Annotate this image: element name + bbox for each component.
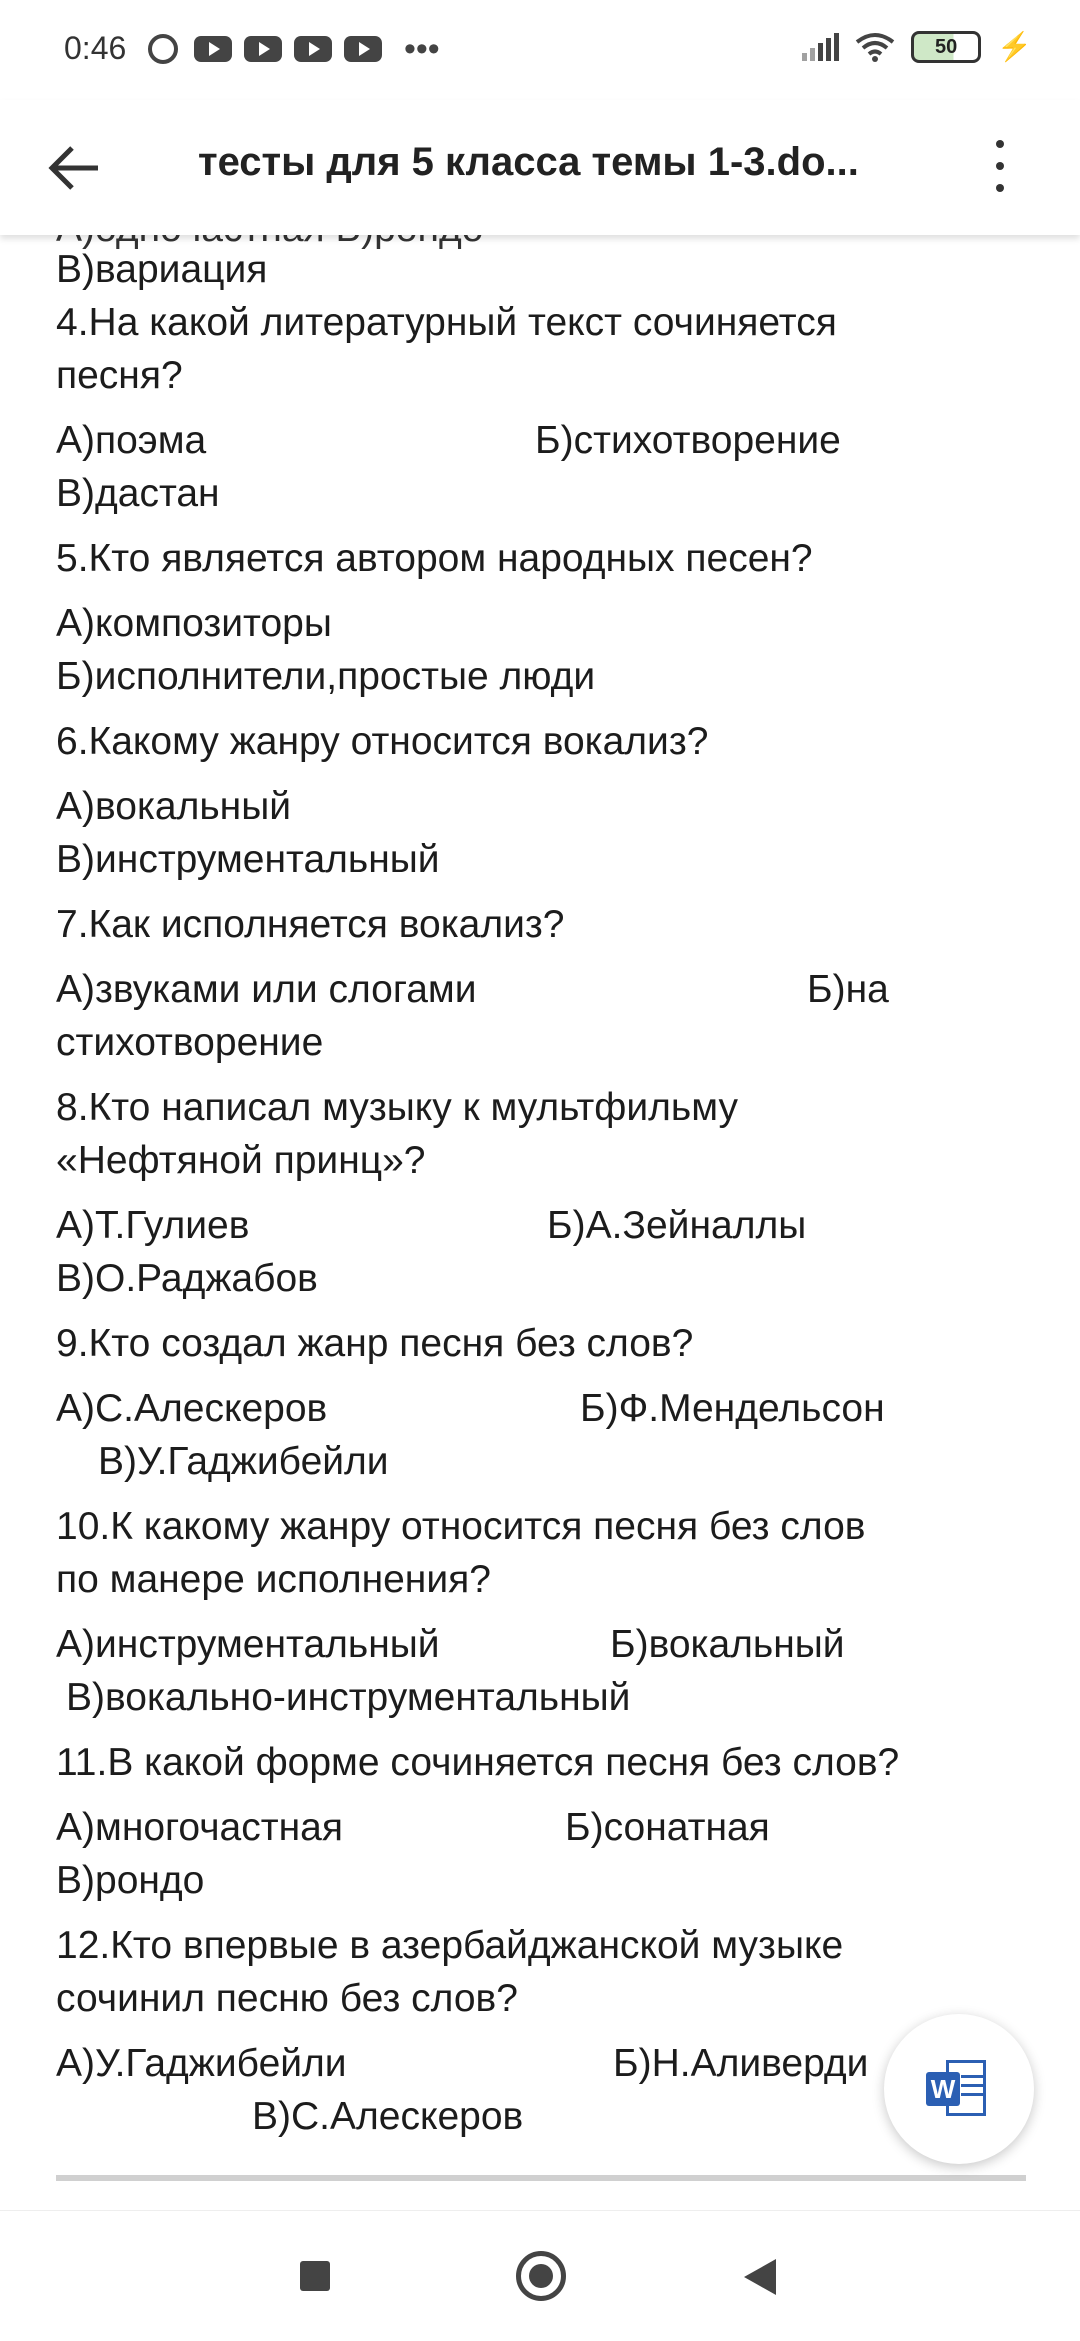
home-icon[interactable] [516, 2251, 566, 2301]
status-bar [0, 0, 1080, 100]
document-viewer[interactable] [0, 235, 1080, 2210]
back-arrow-icon[interactable] [44, 138, 104, 198]
youtube-icon [244, 36, 282, 62]
recent-apps-icon[interactable] [300, 2261, 330, 2291]
answer-option: В)рондо [56, 1859, 205, 1902]
answer-option: Б)вокальный [610, 1623, 845, 1666]
more-options-icon[interactable] [978, 134, 1022, 198]
answer-option: А)поэма [56, 419, 207, 462]
question-text: «Нефтяной принц»? [56, 1139, 426, 1182]
battery-icon: 50 [911, 31, 981, 63]
answer-option: Б)исполнители,простые люди [56, 655, 596, 698]
answer-option: А)звуками или слогами [56, 968, 477, 1011]
answer-option: В)вариация [56, 248, 268, 291]
system-icons [802, 30, 1032, 63]
app-bar [0, 100, 1080, 235]
question-text: 11.В какой форме сочиняется песня без слов? [56, 1741, 900, 1784]
more-notifications-icon: ••• [404, 30, 440, 68]
charging-icon: ⚡ [997, 31, 1032, 62]
answer-option: Б)Н.Аливерди [613, 2042, 869, 2085]
answer-option: Б)А.Зейналлы [547, 1204, 807, 1247]
youtube-icon [344, 36, 382, 62]
question-text: 5.Кто является автором народных песен? [56, 537, 813, 580]
question-text: 10.К какому жанру относится песня без слов [56, 1505, 866, 1548]
alarm-icon [148, 34, 178, 64]
answer-option: В)О.Раджабов [56, 1257, 318, 1300]
answer-option: А)многочастная [56, 1806, 343, 1849]
answer-option: Б)на [807, 968, 889, 1011]
wifi-icon [855, 32, 895, 62]
notification-icons [148, 30, 440, 68]
answer-option: Б)Ф.Мендельсон [580, 1387, 885, 1430]
question-text: 8.Кто написал музыку к мультфильму [56, 1086, 738, 1129]
status-time: 0:46 [64, 30, 127, 66]
answer-option: В)вокально-инструментальный [66, 1676, 631, 1719]
word-icon [926, 2060, 992, 2120]
question-text: сочинил песню без слов? [56, 1977, 518, 2020]
question-text: 7.Как исполняется вокализ? [56, 903, 565, 946]
answer-option: В)инструментальный [56, 838, 440, 881]
page-divider [56, 2175, 1026, 2181]
open-in-word-button[interactable] [884, 2014, 1034, 2164]
answer-option: А)С.Алескеров [56, 1387, 328, 1430]
answer-option: А)инструментальный [56, 1623, 440, 1666]
signal-icon [802, 33, 839, 61]
document-title: тесты для 5 класса темы 1-3.do... [198, 140, 859, 184]
answer-option: А)Т.Гулиев [56, 1204, 250, 1247]
answer-option: А)У.Гаджибейли [56, 2042, 347, 2085]
question-text: 6.Какому жанру относится вокализ? [56, 720, 709, 763]
youtube-icon [294, 36, 332, 62]
answer-option: В)С.Алескеров [252, 2095, 524, 2138]
question-text: 9.Кто создал жанр песня без слов? [56, 1322, 694, 1365]
answer-option: В)У.Гаджибейли [98, 1440, 389, 1483]
answer-option: В)дастан [56, 472, 220, 515]
youtube-icon [194, 36, 232, 62]
question-text: песня? [56, 354, 183, 397]
word-badge: W [926, 2072, 960, 2106]
navigation-bar [0, 2210, 1080, 2341]
question-text: 12.Кто впервые в азербайджанской музыке [56, 1924, 844, 1967]
question-text: 4.На какой литературный текст сочиняется [56, 301, 837, 344]
answer-option: А)композиторы [56, 602, 332, 645]
answer-option: Б)стихотворение [535, 419, 841, 462]
answer-option: А)вокальный [56, 785, 292, 828]
question-text: по манере исполнения? [56, 1558, 491, 1601]
back-icon[interactable] [744, 2259, 776, 2295]
answer-option: Б)сонатная [565, 1806, 770, 1849]
answer-option: стихотворение [56, 1021, 324, 1064]
